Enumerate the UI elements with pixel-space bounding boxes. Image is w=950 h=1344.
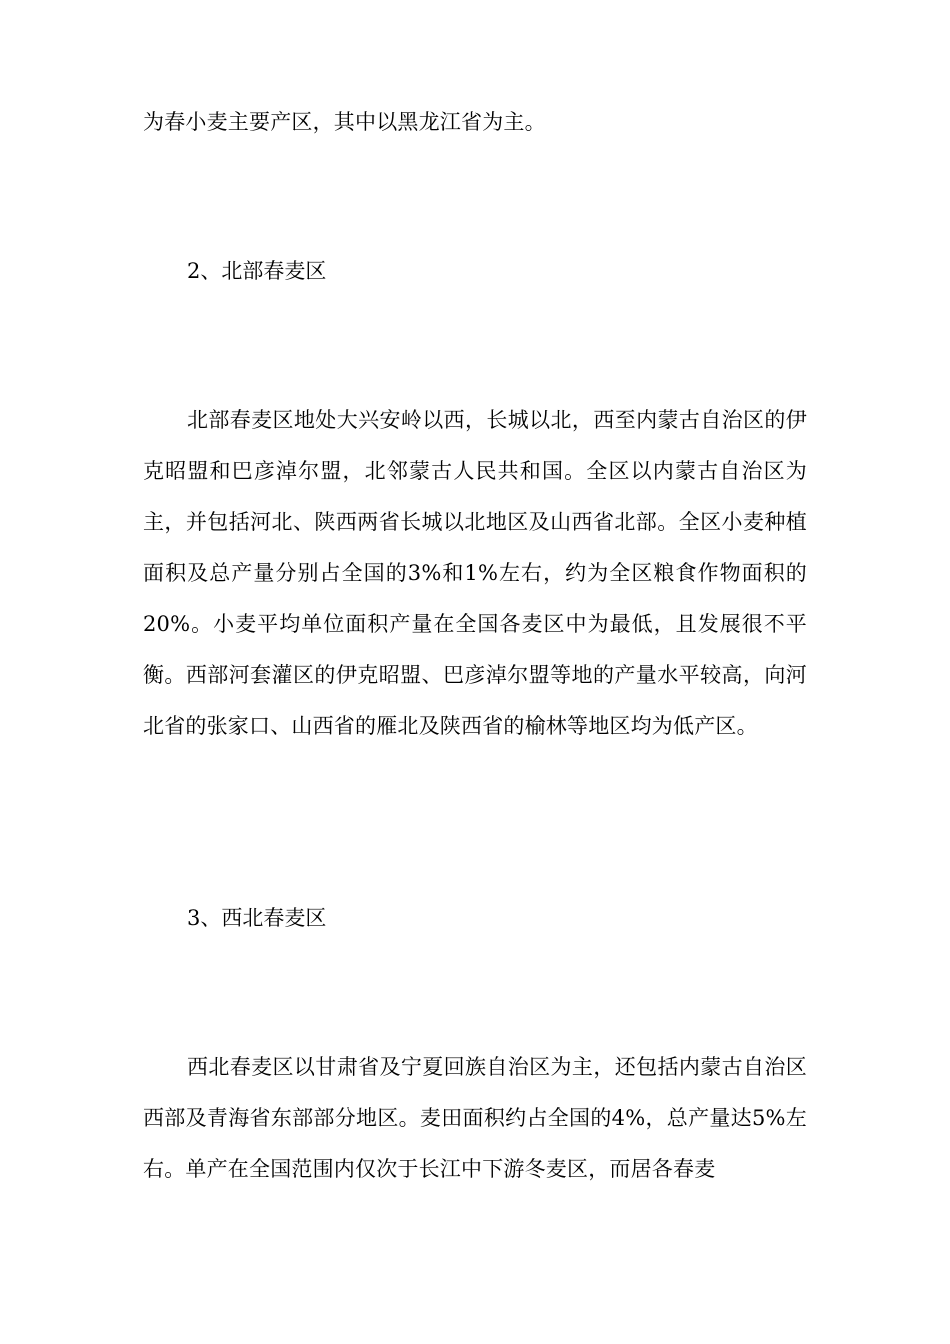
section-heading-northern-spring-wheat: 2、北部春麦区 [187,259,327,283]
section-body-northwest-spring-wheat: 西北春麦区以甘肃省及宁夏回族自治区为主，还包括内蒙古自治区西部及青海省东部部分地区。麦田面积约占全国的4%，总产量达5%左右。单产在全国范围内仅次于长江中下游冬麦区，而居各春麦 [143,1055,807,1181]
continuation-paragraph: 为春小麦主要产区，其中以黑龙江省为主。 [143,110,546,134]
section-heading-northwest-spring-wheat: 3、西北春麦区 [187,906,327,930]
section-body-northern-spring-wheat: 北部春麦区地处大兴安岭以西，长城以北，西至内蒙古自治区的伊克昭盟和巴彦淖尔盟，北邻蒙古人民共和国。全区以内蒙古自治区为主，并包括河北、陕西两省长城以北地区及山西省北部。全区小麦种植面积及总产量分别占全国的3%和1%左右，约为全区粮食作物面积的20%。小麦平均单位面积产量在全国各麦区中为最低，且发展很不平衡。西部河套灌区的伊克昭盟、巴彦淖尔盟等地的产量水平较高，向河北省的张家口、山西省的雁北及陕西省的榆林等地区均为低产区。 [143,408,807,738]
